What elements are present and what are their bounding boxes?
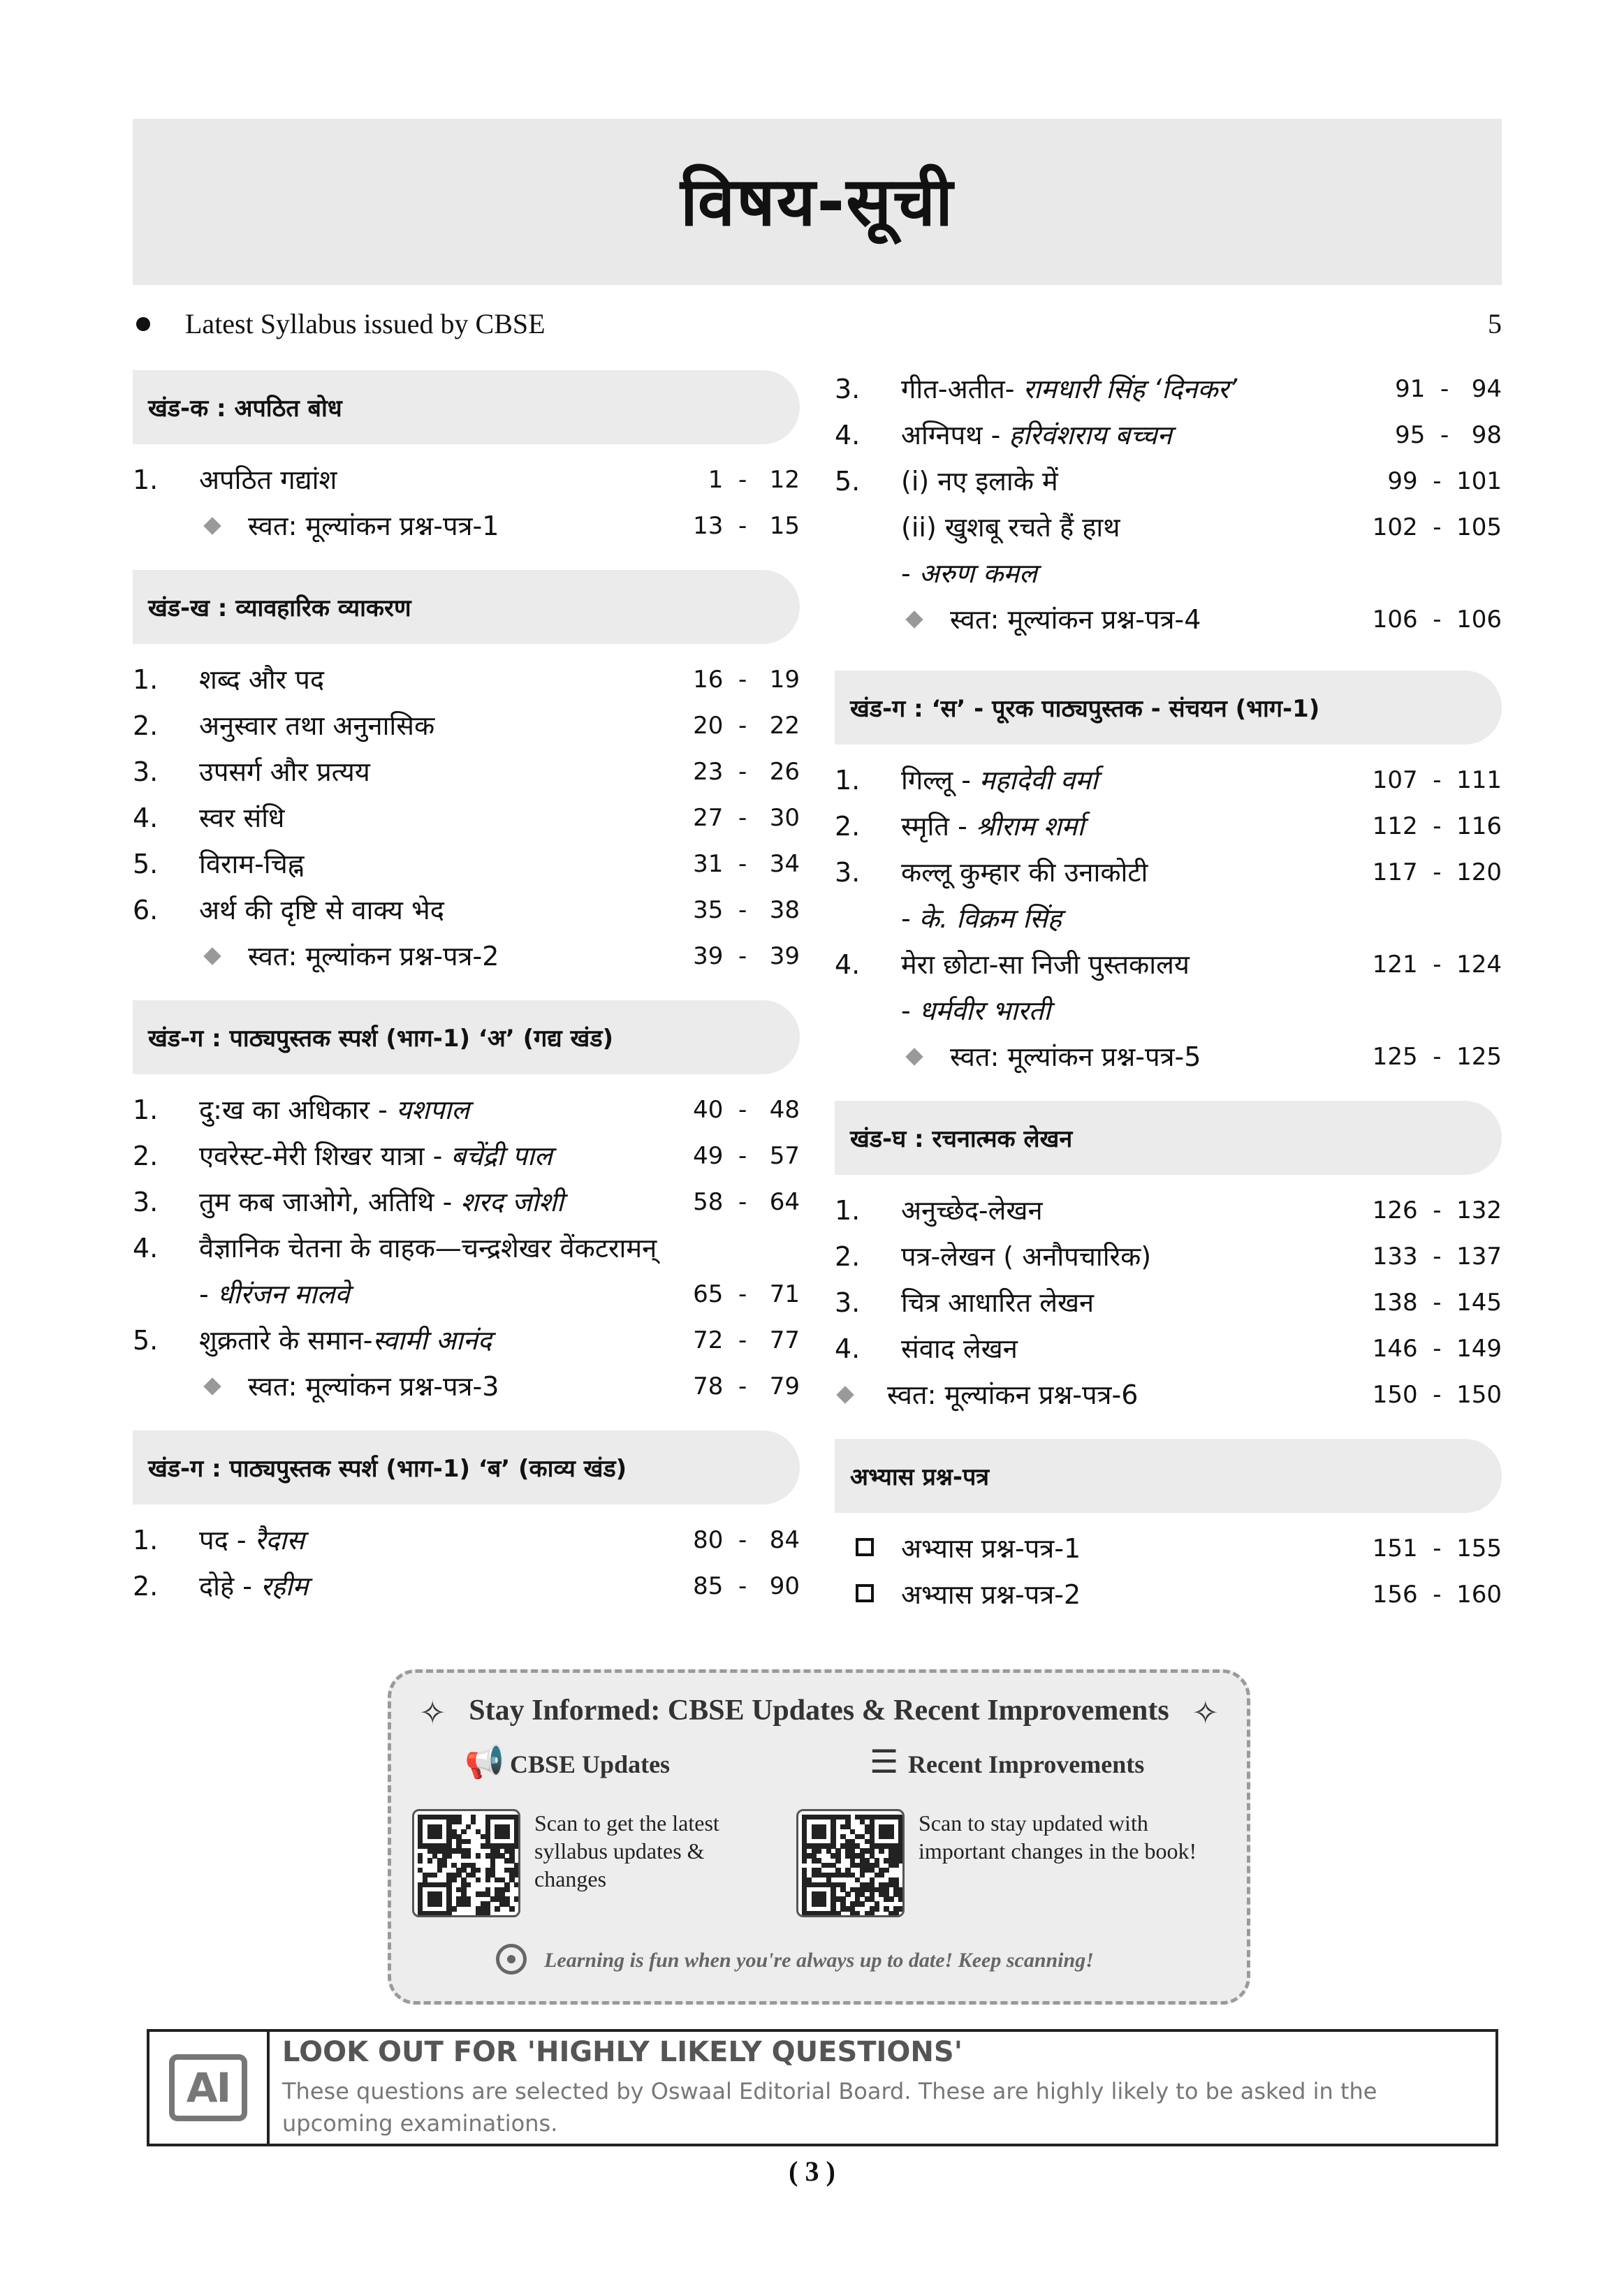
qr-module xyxy=(466,1901,471,1906)
megaphone-icon: 📢 xyxy=(464,1743,505,1780)
section-heading[interactable]: अभ्यास प्रश्न-पत्र xyxy=(835,1439,1502,1513)
entry-author: श्रीराम शर्मा xyxy=(975,811,1085,842)
entry-title-text: चित्र आधारित लेखन xyxy=(901,1287,1095,1318)
toc-section xyxy=(133,1000,800,1410)
entry-title xyxy=(199,457,653,503)
entry-number: 1. xyxy=(133,1525,159,1555)
entry-pages: 58 - 64 xyxy=(693,1188,800,1216)
entry-pages: 126 - 132 xyxy=(1372,1196,1502,1224)
entry-title-text: गीत-अतीत- xyxy=(901,374,1023,404)
qr-code-cbse-updates[interactable] xyxy=(412,1809,520,1917)
entry-title xyxy=(901,1525,1355,1572)
toc-entry[interactable] xyxy=(133,457,800,503)
entry-title xyxy=(901,458,1355,504)
page-number: ( 3 ) xyxy=(789,2155,835,2187)
qr-panel-title: Stay Informed: CBSE Updates & Recent Improvements xyxy=(469,1694,1169,1727)
toc-entry[interactable] xyxy=(835,1372,1502,1418)
ai-logo-icon: AI xyxy=(169,2054,247,2121)
qr-module xyxy=(461,1829,466,1834)
qr-module xyxy=(446,1911,451,1916)
entry-pages: 39 - 39 xyxy=(693,942,800,970)
qr-module xyxy=(884,1868,888,1873)
entry-pages: 99 - 101 xyxy=(1387,467,1502,495)
qr-module xyxy=(898,1906,903,1911)
entry-title-text: अग्निपथ - xyxy=(901,420,1009,451)
qr-module xyxy=(845,1891,850,1896)
entry-pages: 151 - 155 xyxy=(1372,1535,1502,1562)
entry-title xyxy=(901,1280,1355,1326)
entry-author: रैदास xyxy=(254,1525,305,1555)
entry-title-text: स्वत: मूल्यांकन प्रश्न-पत्र-6 xyxy=(887,1379,1139,1410)
entry-title-text: तुम कब जाओगे, अतिथि - xyxy=(199,1187,461,1217)
entry-pages: 156 - 160 xyxy=(1372,1581,1502,1609)
checkbox-bullet-icon xyxy=(856,1584,874,1602)
entry-pages: 91 - 94 xyxy=(1395,375,1502,403)
entry-title xyxy=(199,749,653,795)
qr-tagline: Learning is fun when you're always up to date! Keep scanning! xyxy=(544,1949,1094,1972)
qr-module xyxy=(888,1896,893,1901)
cbse-updates-description: Scan to get the latest syllabus updates & changes xyxy=(534,1810,719,1891)
qr-module xyxy=(466,1824,471,1829)
page-title: विषय-सूची xyxy=(680,163,954,241)
syllabus-row[interactable] xyxy=(133,303,1502,345)
toc-entry[interactable] xyxy=(835,942,1502,988)
entry-number: 3. xyxy=(133,1187,159,1217)
entry-pages: 112 - 116 xyxy=(1372,812,1502,840)
qr-module xyxy=(418,1858,423,1863)
highly-likely-questions-note xyxy=(147,2029,1498,2146)
diamond-bullet-icon xyxy=(203,947,221,965)
toc-entry[interactable] xyxy=(133,1133,800,1179)
entry-title-text: संवाद लेखन xyxy=(901,1333,1018,1364)
entry-number: 4. xyxy=(133,803,159,833)
toc-entry[interactable] xyxy=(133,657,800,703)
toc-section xyxy=(133,370,800,549)
entry-number: 3. xyxy=(835,374,861,404)
toc-entry[interactable] xyxy=(133,1179,800,1225)
toc-entry[interactable] xyxy=(133,703,800,749)
syllabus-page: 5 xyxy=(1488,308,1502,339)
qr-module xyxy=(427,1858,432,1863)
ai-logo-cell xyxy=(149,2032,270,2144)
entry-number: 1. xyxy=(835,765,861,796)
entry-author: रामधारी सिंह ‘दिनकर’ xyxy=(1023,374,1238,404)
entry-title-text: वैज्ञानिक चेतना के वाहक—चन्द्रशेखर वेंकटरामन् xyxy=(199,1233,657,1264)
entry-title xyxy=(199,841,653,887)
entry-number: 4. xyxy=(835,1333,861,1364)
entry-title-text: अर्थ की दृष्टि से वाक्य भेद xyxy=(199,895,444,925)
qr-module xyxy=(476,1877,481,1882)
entry-pages: 49 - 57 xyxy=(693,1142,800,1170)
entry-title-text: स्वत: मूल्यांकन प्रश्न-पत्र-3 xyxy=(248,1371,499,1402)
toc-entry[interactable] xyxy=(133,1271,800,1317)
entry-title xyxy=(248,1363,653,1410)
entry-pages: 72 - 77 xyxy=(693,1326,800,1354)
entry-title xyxy=(901,504,1355,550)
entry-number: 4. xyxy=(835,420,861,451)
entry-title xyxy=(901,412,1355,458)
qr-module xyxy=(466,1839,471,1844)
entry-title xyxy=(901,803,1355,849)
entry-pages: 23 - 26 xyxy=(693,758,800,786)
entry-title xyxy=(199,657,653,703)
entry-title-text: उपसर्ग और प्रत्यय xyxy=(199,756,370,787)
entry-pages: 138 - 145 xyxy=(1372,1289,1502,1317)
entry-title-text: अनुस्वार तथा अनुनासिक xyxy=(199,710,435,741)
entry-pages: 27 - 30 xyxy=(693,804,800,832)
entry-pages: 35 - 38 xyxy=(693,896,800,924)
entry-title xyxy=(901,895,1355,942)
toc-entry[interactable] xyxy=(835,550,1502,596)
qr-module xyxy=(432,1873,437,1877)
ai-note-body: These questions are selected by Oswaal Editorial Board. These are highly likely to be asked in the upcoming examinations. xyxy=(282,2078,1377,2137)
entry-title-text: स्वत: मूल्यांकन प्रश्न-पत्र-2 xyxy=(248,941,499,972)
qr-module xyxy=(514,1843,519,1848)
entry-title xyxy=(199,703,653,749)
entry-title xyxy=(901,849,1355,895)
cbse-updates-heading: CBSE Updates xyxy=(510,1750,671,1778)
entry-pages: 102 - 105 xyxy=(1372,513,1502,541)
entry-number: 3. xyxy=(835,1287,861,1318)
entry-pages: 117 - 120 xyxy=(1372,858,1502,886)
entry-author: हरिवंशराय बच्चन xyxy=(1009,420,1172,451)
entry-title-text: - xyxy=(901,995,919,1026)
entry-pages: 121 - 124 xyxy=(1372,951,1502,979)
diamond-bullet-icon xyxy=(905,1048,923,1065)
qr-module xyxy=(509,1906,514,1911)
toc-entry[interactable] xyxy=(835,757,1502,803)
qr-module xyxy=(821,1834,826,1839)
qr-module xyxy=(879,1873,884,1877)
recent-improvements-heading: Recent Improvements xyxy=(908,1750,1145,1778)
entry-pages: 1 - 12 xyxy=(708,466,800,494)
toc-entry[interactable] xyxy=(835,849,1502,895)
qr-module xyxy=(504,1834,509,1839)
qr-module xyxy=(437,1901,442,1906)
qr-module xyxy=(870,1911,875,1916)
entry-pages: 31 - 34 xyxy=(693,850,800,878)
qr-module xyxy=(802,1858,807,1863)
toc-entry[interactable] xyxy=(835,366,1502,412)
entry-title xyxy=(199,1179,653,1225)
qr-module xyxy=(456,1820,461,1824)
entry-title xyxy=(199,1271,653,1317)
toc-entry[interactable] xyxy=(133,795,800,841)
toc-entry[interactable] xyxy=(133,933,800,979)
entry-title-text: मेरा छोटा-सा निजी पुस्तकालय xyxy=(901,949,1190,980)
qr-module xyxy=(485,1911,490,1916)
qr-module xyxy=(437,1868,442,1873)
qr-module xyxy=(888,1834,893,1839)
entry-number: 5. xyxy=(133,1325,159,1356)
toc-entry[interactable] xyxy=(835,1233,1502,1280)
diamond-bullet-icon xyxy=(905,610,923,628)
qr-module xyxy=(835,1858,840,1863)
toc-entry[interactable] xyxy=(835,895,1502,942)
qr-module xyxy=(476,1868,481,1873)
qr-module xyxy=(437,1834,442,1839)
qr-module xyxy=(485,1877,490,1882)
sparkle-icon: ✧ xyxy=(419,1694,446,1732)
qr-code-recent-improvements[interactable] xyxy=(796,1809,905,1917)
toc-section xyxy=(835,671,1502,1080)
entry-title-text: कल्लू कुम्हार की उनाकोटी xyxy=(901,857,1148,888)
entry-title xyxy=(199,1517,653,1563)
entry-title-text: स्वत: मूल्यांकन प्रश्न-पत्र-1 xyxy=(248,511,499,541)
diamond-bullet-icon xyxy=(203,517,221,534)
toc-entry[interactable] xyxy=(835,1280,1502,1326)
entry-title xyxy=(199,1087,653,1133)
entry-pages: 107 - 111 xyxy=(1372,766,1502,794)
toc-entry[interactable] xyxy=(835,596,1502,643)
qr-module xyxy=(898,1858,903,1863)
entry-title-text: दु:ख का अधिकार - xyxy=(199,1095,396,1125)
ai-note-heading: LOOK OUT FOR 'HIGHLY LIKELY QUESTIONS' xyxy=(282,2036,963,2068)
qr-module xyxy=(471,1820,476,1824)
entry-number: 2. xyxy=(133,1571,159,1602)
qr-module xyxy=(451,1906,456,1911)
qr-module xyxy=(893,1863,898,1868)
qr-module xyxy=(514,1882,519,1887)
entry-title-text: अभ्यास प्रश्न-पत्र-1 xyxy=(901,1533,1081,1564)
entry-number: 5. xyxy=(133,849,159,879)
entry-title xyxy=(950,596,1355,643)
section-heading[interactable]: खंड-ख : व्यावहारिक व्याकरण xyxy=(133,570,800,644)
entry-number: 4. xyxy=(835,949,861,980)
poetry-continued xyxy=(835,366,1502,643)
entry-title-text: पद - xyxy=(199,1525,255,1555)
entry-title-text: स्मृति - xyxy=(901,811,976,842)
entry-title-text: अनुच्छेद-लेखन xyxy=(901,1195,1043,1226)
bullet-icon xyxy=(136,317,150,331)
entry-author: यशपाल xyxy=(395,1095,470,1125)
entry-number: 3. xyxy=(835,857,861,888)
qr-module xyxy=(466,1853,471,1858)
entry-pages: 85 - 90 xyxy=(693,1572,800,1600)
entry-pages: 95 - 98 xyxy=(1395,421,1502,449)
qr-module xyxy=(514,1896,519,1901)
entry-title xyxy=(901,1326,1355,1372)
right-column xyxy=(835,370,1502,1639)
toc-section xyxy=(133,570,800,979)
section-heading[interactable]: खंड-क : अपठित बोध xyxy=(133,370,800,444)
qr-module xyxy=(495,1906,499,1911)
entry-title xyxy=(199,1317,653,1363)
checkbox-bullet-icon xyxy=(856,1538,874,1556)
entry-title xyxy=(887,1372,1355,1418)
entry-author: धीरंजन मालवे xyxy=(217,1279,350,1310)
entry-title-text: गिल्लू - xyxy=(901,765,980,796)
toc-section xyxy=(835,1439,1502,1618)
entry-title xyxy=(901,1572,1355,1618)
entry-title-text: - xyxy=(901,903,919,934)
qr-module xyxy=(476,1853,481,1858)
entry-number: 6. xyxy=(133,895,159,925)
toc-entry[interactable] xyxy=(133,1363,800,1410)
entry-number: 1. xyxy=(133,464,159,495)
entry-title-text: शब्द और पद xyxy=(199,664,325,695)
entry-pages: 40 - 48 xyxy=(693,1096,800,1124)
qr-module xyxy=(898,1896,903,1901)
toc-entry[interactable] xyxy=(133,1087,800,1133)
qr-module xyxy=(860,1901,865,1906)
section-heading[interactable]: खंड-ग : पाठ्यपुस्तक स्पर्श (भाग-1) ‘अ’ (गद्य खंड) xyxy=(133,1000,800,1074)
toc-entry[interactable] xyxy=(835,1034,1502,1080)
toc-entry[interactable] xyxy=(835,412,1502,458)
entry-title-text: स्वत: मूल्यांकन प्रश्न-पत्र-5 xyxy=(950,1041,1201,1072)
qr-module xyxy=(466,1882,471,1887)
entry-title xyxy=(248,933,653,979)
section-heading[interactable]: खंड-ग : ‘स’ - पूरक पाठ्यपुस्तक - संचयन (भाग-1) xyxy=(835,671,1502,745)
entry-author: के. विक्रम सिंह xyxy=(919,903,1062,934)
recent-improvements-description: Scan to stay updated with important changes in the book! xyxy=(919,1810,1197,1864)
entry-title xyxy=(199,795,653,841)
entry-pages: 150 - 150 xyxy=(1372,1381,1502,1409)
entry-title xyxy=(248,503,653,549)
entry-title xyxy=(901,757,1355,803)
entry-title xyxy=(199,887,653,933)
qr-module xyxy=(875,1906,879,1911)
toc-entry[interactable] xyxy=(835,1525,1502,1572)
qr-module xyxy=(893,1911,898,1916)
toc-entry[interactable] xyxy=(835,803,1502,849)
entry-title-text: अपठित गद्यांश xyxy=(199,464,337,495)
entry-pages: 65 - 71 xyxy=(693,1280,800,1308)
section-heading[interactable]: खंड-घ : रचनात्मक लेखन xyxy=(835,1101,1502,1175)
entry-title-text: विराम-चिह्न xyxy=(199,849,305,879)
entry-title-text: दोहे - xyxy=(199,1571,261,1602)
qr-module xyxy=(504,1887,509,1892)
section-heading[interactable]: खंड-ग : पाठ्यपुस्तक स्पर्श (भाग-1) ‘ब’ (काव्य खंड) xyxy=(133,1430,800,1505)
entry-author: रहीम xyxy=(261,1571,309,1602)
entry-author: स्वामी आनंद xyxy=(372,1325,492,1356)
toc-entry[interactable] xyxy=(133,1517,800,1563)
entry-pages: 16 - 19 xyxy=(693,666,800,694)
entry-title xyxy=(199,1563,653,1609)
entry-title-text: एवरेस्ट-मेरी शिखर यात्रा - xyxy=(199,1141,451,1171)
toc-entry[interactable] xyxy=(133,1563,800,1609)
entry-title-text: अभ्यास प्रश्न-पत्र-2 xyxy=(901,1579,1081,1610)
toc-entry[interactable] xyxy=(133,503,800,549)
title-band xyxy=(133,119,1502,285)
entry-title xyxy=(901,550,1355,596)
entry-number: 1. xyxy=(133,664,159,695)
toc-entry[interactable] xyxy=(835,1326,1502,1372)
list-icon: ☰ xyxy=(870,1743,899,1780)
entry-pages: 125 - 125 xyxy=(1372,1043,1502,1071)
qr-module xyxy=(835,1911,840,1916)
toc-entry[interactable] xyxy=(133,841,800,887)
entry-title-text: (i) नए इलाके में xyxy=(901,466,1058,497)
entry-title xyxy=(901,1187,1355,1233)
qr-module xyxy=(446,1853,451,1858)
entry-number: 5. xyxy=(835,466,861,497)
qr-module xyxy=(821,1901,826,1906)
sparkle-icon: ✧ xyxy=(1192,1694,1219,1732)
entry-number: 2. xyxy=(835,1241,861,1272)
entry-title-text: स्वत: मूल्यांकन प्रश्न-पत्र-4 xyxy=(950,604,1201,635)
entry-title-text: - xyxy=(901,558,919,589)
qr-module xyxy=(879,1848,884,1853)
entry-title xyxy=(901,1233,1355,1280)
toc-entry[interactable] xyxy=(835,504,1502,550)
diamond-bullet-icon xyxy=(203,1377,221,1395)
qr-module xyxy=(860,1873,865,1877)
entry-pages: 13 - 15 xyxy=(693,512,800,540)
entry-number: 4. xyxy=(133,1233,159,1264)
left-column xyxy=(133,370,800,1630)
entry-title xyxy=(199,1225,657,1271)
toc-entry[interactable] xyxy=(835,1572,1502,1618)
qr-module xyxy=(514,1873,519,1877)
entry-author: शरद जोशी xyxy=(460,1187,564,1217)
qr-panel xyxy=(388,1669,1250,2005)
entry-author: धर्मवीर भारती xyxy=(919,995,1051,1026)
toc-entry[interactable] xyxy=(133,1225,800,1271)
entry-author: महादेवी वर्मा xyxy=(979,765,1098,796)
toc-entry[interactable] xyxy=(133,887,800,933)
entry-number: 3. xyxy=(133,756,159,787)
toc-entry[interactable] xyxy=(835,458,1502,504)
entry-number: 2. xyxy=(133,710,159,741)
toc-entry[interactable] xyxy=(133,749,800,795)
entry-title xyxy=(199,1133,653,1179)
toc-section xyxy=(835,1101,1502,1418)
entry-title xyxy=(901,942,1355,988)
qr-module xyxy=(451,1877,456,1882)
entry-number: 2. xyxy=(835,811,861,842)
qr-module xyxy=(855,1911,860,1916)
entry-pages: 80 - 84 xyxy=(693,1526,800,1554)
entry-number: 2. xyxy=(133,1141,159,1171)
entry-pages: 78 - 79 xyxy=(693,1372,800,1400)
entry-title-text: स्वर संधि xyxy=(199,803,285,833)
toc-entry[interactable] xyxy=(835,988,1502,1034)
entry-title xyxy=(950,1034,1355,1080)
entry-pages: 20 - 22 xyxy=(693,712,800,740)
entry-pages: 146 - 149 xyxy=(1372,1335,1502,1363)
entry-number: 1. xyxy=(133,1095,159,1125)
entry-author: अरुण कमल xyxy=(919,558,1037,589)
toc-section xyxy=(133,1430,800,1609)
entry-title xyxy=(901,366,1355,412)
entry-title-text: - xyxy=(199,1279,217,1310)
entry-title-text: (ii) खुशबू रचते हैं हाथ xyxy=(901,512,1120,543)
entry-title-text: शुक्रतारे के समान- xyxy=(199,1325,373,1356)
toc-entry[interactable] xyxy=(133,1317,800,1363)
entry-title xyxy=(901,988,1355,1034)
syllabus-label: Latest Syllabus issued by CBSE xyxy=(185,308,546,339)
diamond-bullet-icon xyxy=(836,1386,854,1403)
entry-title-text: पत्र-लेखन ( अनौपचारिक) xyxy=(901,1241,1152,1272)
toc-entry[interactable] xyxy=(835,1187,1502,1233)
qr-module xyxy=(442,1863,447,1868)
entry-number: 1. xyxy=(835,1195,861,1226)
entry-author: बचेंद्री पाल xyxy=(451,1141,553,1171)
qr-module xyxy=(817,1848,821,1853)
entry-pages: 133 - 137 xyxy=(1372,1243,1502,1271)
entry-pages: 106 - 106 xyxy=(1372,606,1502,634)
